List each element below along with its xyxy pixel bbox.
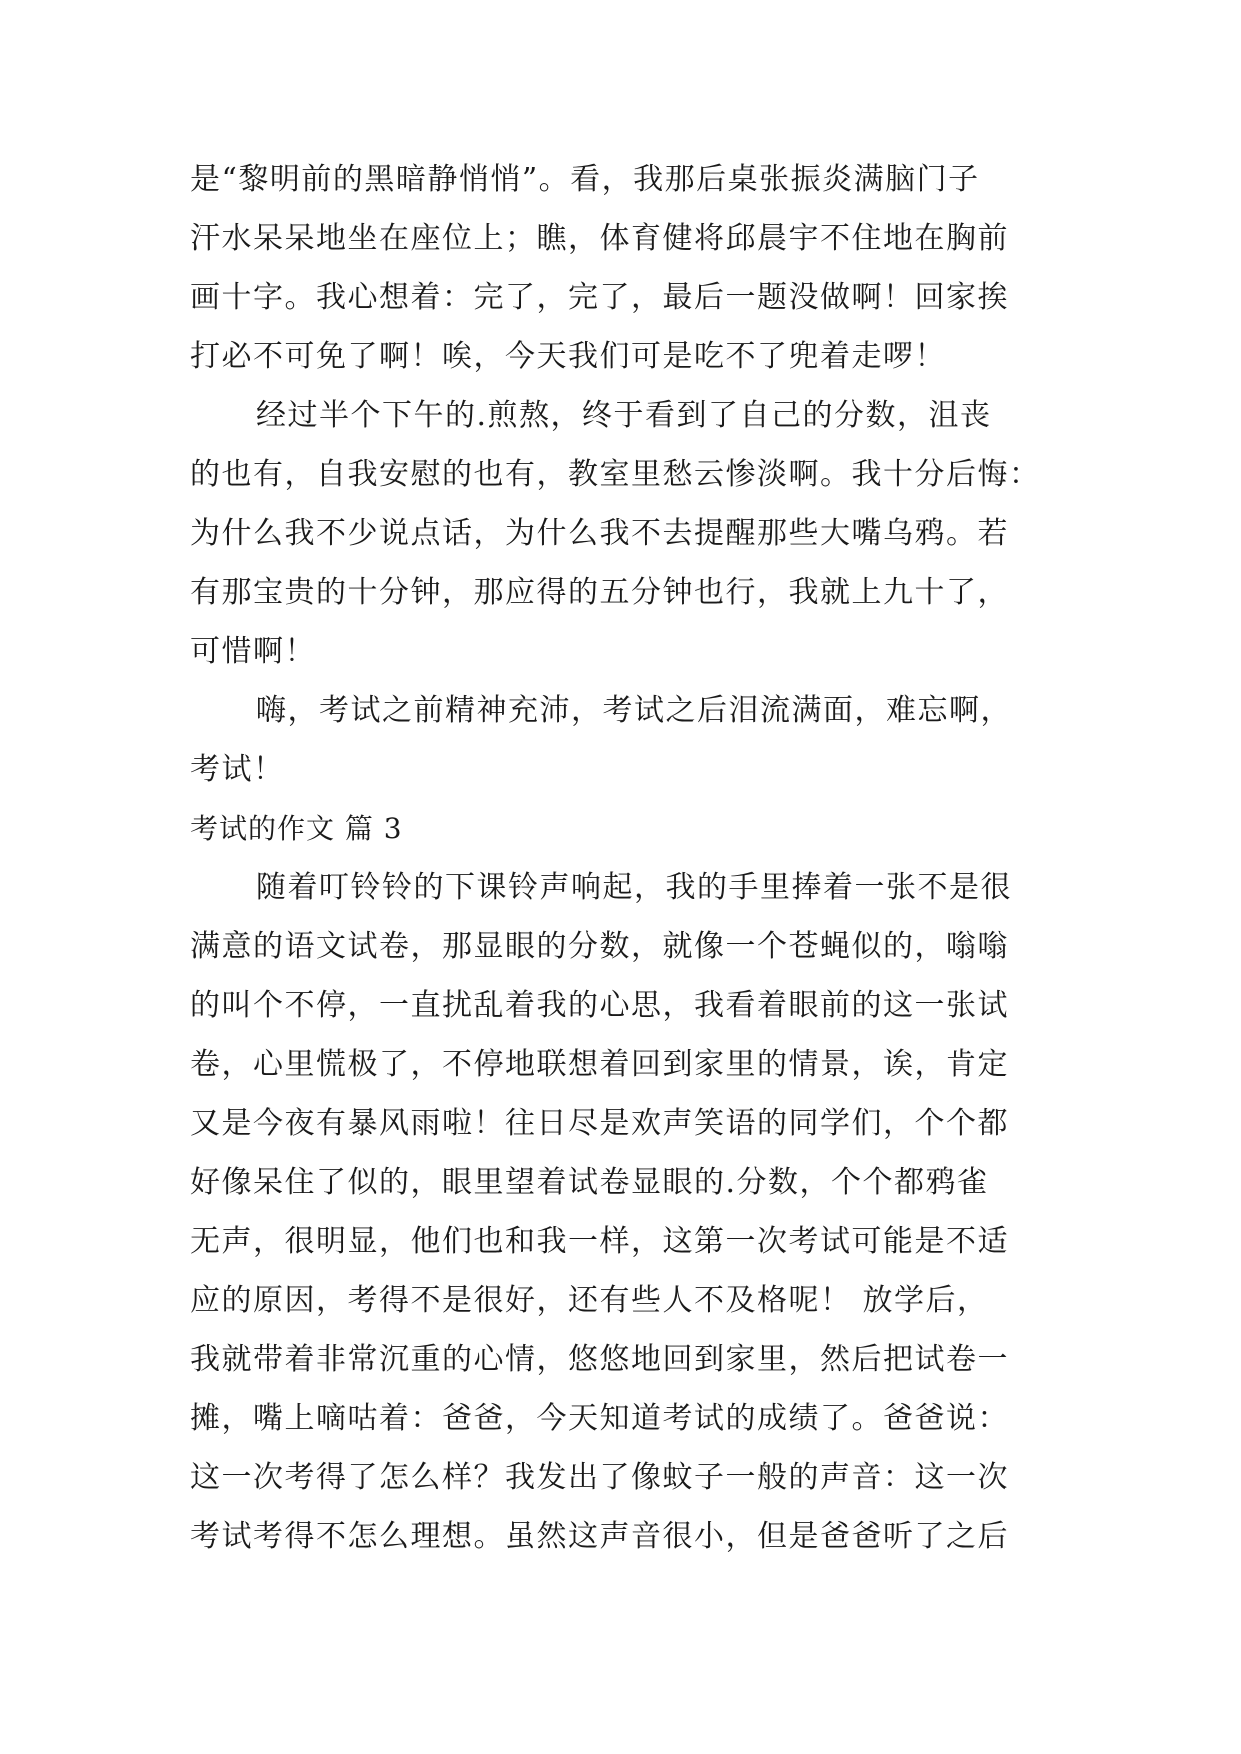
text-line: 考试！ <box>190 752 285 787</box>
text-line: 汗水呆呆地坐在座位上；瞧，体育健将邱晨宇不住地在胸前 <box>190 221 1009 256</box>
text-line: 经过半个下午的.煎熬，终于看到了自己的分数，沮丧 <box>256 398 992 433</box>
text-line: 我就带着非常沉重的心情，悠悠地回到家里，然后把试卷一 <box>190 1342 1009 1377</box>
text-line: 可惜啊！ <box>190 634 316 669</box>
text-line: 好像呆住了似的，眼里望着试卷显眼的.分数，个个都鸦雀 <box>190 1165 989 1200</box>
section-heading: 考试的作文 篇 3 <box>190 812 403 845</box>
text-line: 为什么我不少说点话，为什么我不去提醒那些大嘴乌鸦。若 <box>190 516 1009 551</box>
text-line: 的叫个不停，一直扰乱着我的心思，我看着眼前的这一张试 <box>190 988 1009 1023</box>
text-line: 是“黎明前的黑暗静悄悄”。看，我那后桌张振炎满脑门子 <box>190 162 980 197</box>
text-line: 又是今夜有暴风雨啦！往日尽是欢声笑语的同学们，个个都 <box>190 1106 1009 1141</box>
text-line: 卷，心里慌极了，不停地联想着回到家里的情景，诶，肯定 <box>190 1047 1009 1082</box>
text-line: 画十字。我心想着：完了，完了，最后一题没做啊！回家挨 <box>190 280 1009 315</box>
text-line: 应的原因，考得不是很好，还有些人不及格呢！ 放学后， <box>190 1283 989 1318</box>
text-line: 这一次考得了怎么样？我发出了像蚊子一般的声音：这一次 <box>190 1460 1009 1495</box>
text-line: 随着叮铃铃的下课铃声响起，我的手里捧着一张不是很 <box>256 870 1012 905</box>
text-line: 无声，很明显，他们也和我一样，这第一次考试可能是不适 <box>190 1224 1009 1259</box>
text-line: 嗨，考试之前精神充沛，考试之后泪流满面，难忘啊， <box>256 693 1012 728</box>
text-line: 满意的语文试卷，那显眼的分数，就像一个苍蝇似的，嗡嗡 <box>190 929 1009 964</box>
essay-text <box>190 150 1070 1566</box>
text-line: 的也有，自我安慰的也有，教室里愁云惨淡啊。我十分后悔： <box>190 457 1041 492</box>
text-line: 考试考得不怎么理想。虽然这声音很小，但是爸爸听了之后 <box>190 1519 1009 1554</box>
text-line: 打必不可免了啊！唉，今天我们可是吃不了兜着走啰！ <box>190 339 946 374</box>
text-line: 有那宝贵的十分钟，那应得的五分钟也行，我就上九十了， <box>190 575 1009 610</box>
text-line: 摊，嘴上嘀咕着：爸爸，今天知道考试的成绩了。爸爸说： <box>190 1401 1009 1436</box>
